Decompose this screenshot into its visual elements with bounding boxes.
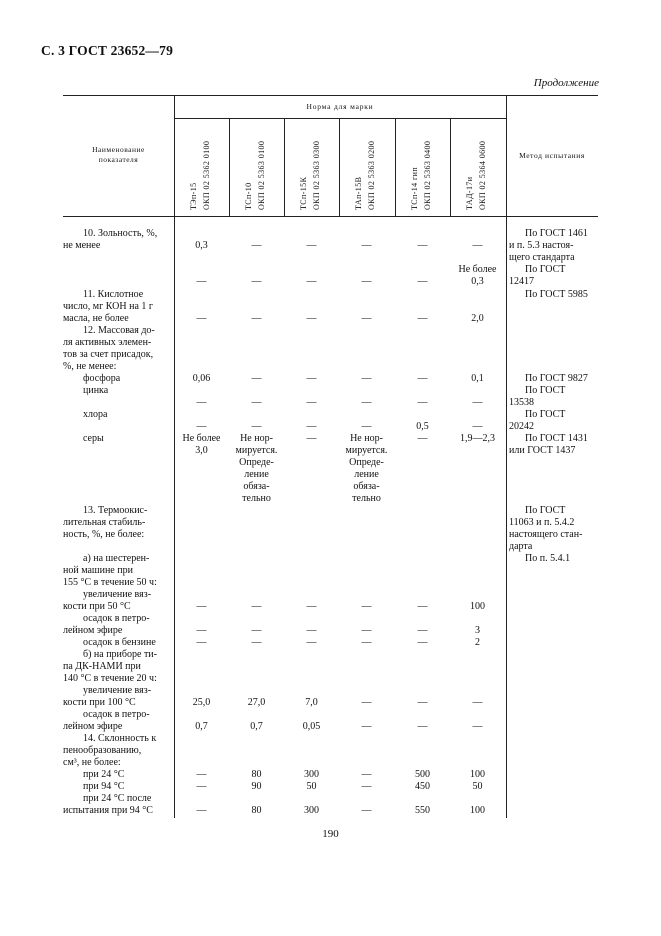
cell-visc100-4: — xyxy=(361,697,372,708)
cell-p-3: — xyxy=(306,373,317,384)
method-cl-method: По ГОСТ 20242 xyxy=(509,409,566,432)
cell-sed-benz-1: — xyxy=(196,637,207,648)
cell-ash-1: 0,3 xyxy=(195,240,208,251)
cell-f94-4: — xyxy=(361,781,372,792)
cell-extra-1: — xyxy=(196,276,207,287)
indicator-column-header: Наименование показателя xyxy=(92,145,145,164)
cell-cl-1: — xyxy=(196,421,207,432)
cell-p-2: — xyxy=(251,373,262,384)
cell-sed-benz-2: — xyxy=(251,637,262,648)
method-thermo-method: По ГОСТ 11063 и п. 5.4.2 настоящего стан- дарта xyxy=(509,505,583,552)
method-gear-method: По п. 5.4.1 xyxy=(525,553,571,564)
grade-name-3: ТСп-15К xyxy=(299,176,308,210)
indicator-sed-benz-label: осадок в бензине xyxy=(83,637,156,648)
method-ash-method: По ГОСТ 1461 и п. 5.3 настоя- щего стандарта xyxy=(509,228,588,263)
cell-zn-4: — xyxy=(361,397,372,408)
cell-zn-6: — xyxy=(472,397,483,408)
cell-sed-benz-6: 2 xyxy=(475,637,480,648)
cell-f24a-3: 300 xyxy=(304,805,319,816)
cell-zn-1: — xyxy=(196,397,207,408)
cell-acid-1: — xyxy=(196,313,207,324)
cell-f24-3: 300 xyxy=(304,769,319,780)
cell-acid-3: — xyxy=(306,313,317,324)
method-s-method: По ГОСТ 1431 или ГОСТ 1437 xyxy=(509,433,588,456)
grade-okp-6: ОКП 02 5364 0600 xyxy=(478,140,487,210)
cell-sed-pe1-2: — xyxy=(251,625,262,636)
cell-s-1: Не более 3,0 xyxy=(182,433,221,456)
col-divider-grade-5 xyxy=(450,118,451,216)
cell-f24-2: 80 xyxy=(251,769,262,780)
cell-visc50-5: — xyxy=(417,601,428,612)
header-bottom-rule xyxy=(63,216,598,217)
method-p-method: По ГОСТ 9827 xyxy=(525,373,588,384)
grade-okp-2: ОКП 02 5363 0100 xyxy=(257,140,266,210)
cell-s-2: Не нор- мируется. Опреде- ление обяза- тельно xyxy=(235,433,278,504)
cell-visc50-1: — xyxy=(196,601,207,612)
cell-cl-4: — xyxy=(361,421,372,432)
cell-visc100-1: 25,0 xyxy=(192,697,211,708)
cell-sed-pe2-4: — xyxy=(361,721,372,732)
indicator-ash-label: 10. Зольность, %, не менее xyxy=(63,228,158,251)
cell-f24-1: — xyxy=(196,769,207,780)
indicator-acid-label: 11. Кислотное число, мг КОН на 1 г масла, не более xyxy=(63,289,153,324)
cell-f24a-2: 80 xyxy=(251,805,262,816)
cell-f24-5: 500 xyxy=(415,769,430,780)
cell-s-4: Не нор- мируется. Опреде- ление обяза- тельно xyxy=(345,433,388,504)
cell-ash-3: — xyxy=(306,240,317,251)
cell-sed-pe1-4: — xyxy=(361,625,372,636)
cell-cl-6: — xyxy=(472,421,483,432)
cell-visc50-4: — xyxy=(361,601,372,612)
cell-sed-pe2-6: — xyxy=(472,721,483,732)
cell-sed-benz-5: — xyxy=(417,637,428,648)
indicator-mass-label: 12. Массовая до- ля активных элемен- тов за счет присадок, %, не менее: xyxy=(63,325,155,372)
cell-f94-2: 90 xyxy=(251,781,262,792)
cell-visc100-3: 7,0 xyxy=(305,697,318,708)
cell-p-1: 0,06 xyxy=(192,373,211,384)
cell-visc50-2: — xyxy=(251,601,262,612)
grade-name-5: ТСп-14 гип xyxy=(410,166,419,210)
cell-sed-pe1-3: — xyxy=(306,625,317,636)
indicator-dk-label: б) на приборе ти- па ДК-НАМИ при 140 °С в течение 20 ч: xyxy=(63,649,157,684)
cell-f94-3: 50 xyxy=(306,781,317,792)
grade-name-2: ТСп-10 xyxy=(244,182,253,210)
cell-f24-6: 100 xyxy=(470,769,485,780)
indicator-sed-pe1-label: осадок в петро- лейном эфире xyxy=(63,613,150,636)
cell-p-4: — xyxy=(361,373,372,384)
indicator-s-label: серы xyxy=(83,433,104,444)
cell-sed-pe1-5: — xyxy=(417,625,428,636)
indicator-zn-label: цинка xyxy=(83,385,109,396)
indicator-p-label: фосфора xyxy=(83,373,121,384)
cell-extra-5: — xyxy=(417,276,428,287)
grade-name-4: ТАп-15В xyxy=(354,176,363,210)
cell-zn-3: — xyxy=(306,397,317,408)
indicator-visc50-label: увеличение вяз- кости при 50 °С xyxy=(63,589,152,612)
cell-extra-4: — xyxy=(361,276,372,287)
indicator-cl-label: хлора xyxy=(83,409,108,420)
cell-acid-5: — xyxy=(417,313,428,324)
cell-f24a-6: 100 xyxy=(470,805,485,816)
cell-visc100-5: — xyxy=(417,697,428,708)
cell-f94-1: — xyxy=(196,781,207,792)
norm-column-header: Норма для марки xyxy=(306,102,374,111)
cell-f94-6: 50 xyxy=(472,781,483,792)
cell-p-6: 0,1 xyxy=(471,373,484,384)
cell-sed-benz-4: — xyxy=(361,637,372,648)
grade-name-1: ТЭп-15 xyxy=(189,182,198,210)
grade-okp-3: ОКП 02 5363 0300 xyxy=(312,140,321,210)
cell-ash-5: — xyxy=(417,240,428,251)
continuation-label: Продолжение xyxy=(533,77,599,89)
cell-ash-4: — xyxy=(361,240,372,251)
method-column-header: Метод испытания xyxy=(519,151,585,160)
indicator-sed-pe2-label: осадок в петро- лейном эфире xyxy=(63,709,150,732)
cell-cl-2: — xyxy=(251,421,262,432)
cell-f24a-4: — xyxy=(361,805,372,816)
page-header: С. 3 ГОСТ 23652—79 xyxy=(41,43,174,58)
indicator-visc100-label: увеличение вяз- кости при 100 °С xyxy=(63,685,152,708)
col-divider-grade-2 xyxy=(284,118,285,216)
cell-visc100-6: — xyxy=(472,697,483,708)
cell-s-3: — xyxy=(306,433,317,444)
indicator-f94-label: при 94 °С xyxy=(83,781,125,792)
cell-acid-4: — xyxy=(361,313,372,324)
indicator-f24a-label: при 24 °С после испытания при 94 °С xyxy=(63,793,153,816)
cell-sed-pe1-6: 3 xyxy=(475,625,480,636)
cell-sed-pe2-1: 0,7 xyxy=(195,721,208,732)
indicator-f24-label: при 24 °С xyxy=(83,769,125,780)
method-acid-method: По ГОСТ 5985 xyxy=(525,289,588,300)
cell-extra-3: — xyxy=(306,276,317,287)
indicator-foam-label: 14. Склонность к пенообразованию, см³, не более: xyxy=(63,733,157,768)
grade-okp-5: ОКП 02 5363 0400 xyxy=(423,140,432,210)
cell-f24-4: — xyxy=(361,769,372,780)
method-extra-method: По ГОСТ 12417 xyxy=(509,264,566,287)
cell-extra-6: Не более 0,3 xyxy=(458,264,497,287)
cell-s-5: — xyxy=(417,433,428,444)
table-top-rule xyxy=(63,95,598,96)
cell-s-6: 1,9—2,3 xyxy=(460,433,495,444)
cell-cl-5: 0,5 xyxy=(416,421,429,432)
cell-visc50-6: 100 xyxy=(470,601,485,612)
col-divider-grade-1 xyxy=(229,118,230,216)
cell-sed-pe2-2: 0,7 xyxy=(250,721,263,732)
cell-ash-2: — xyxy=(251,240,262,251)
col-divider-method xyxy=(506,95,507,818)
indicator-gear-label: а) на шестерен- ной машине при 155 °С в течение 50 ч: xyxy=(63,553,157,588)
cell-acid-6: 2,0 xyxy=(471,313,484,324)
grade-okp-4: ОКП 02 5363 0200 xyxy=(367,140,376,210)
cell-extra-2: — xyxy=(251,276,262,287)
page-number: 190 xyxy=(322,828,339,840)
cell-zn-5: — xyxy=(417,397,428,408)
cell-p-5: — xyxy=(417,373,428,384)
cell-acid-2: — xyxy=(251,313,262,324)
cell-cl-3: — xyxy=(306,421,317,432)
indicator-thermo-label: 13. Термоокис- лительная стабиль- ность, %, не более: xyxy=(63,505,148,540)
grade-name-6: ТАД-17и xyxy=(465,176,474,210)
cell-visc100-2: 27,0 xyxy=(247,697,266,708)
cell-f94-5: 450 xyxy=(415,781,430,792)
grade-okp-1: ОКП 02 5362 0100 xyxy=(202,140,211,210)
cell-ash-6: — xyxy=(472,240,483,251)
cell-sed-pe2-3: 0,05 xyxy=(302,721,321,732)
col-divider-grade-4 xyxy=(395,118,396,216)
cell-f24a-5: 550 xyxy=(415,805,430,816)
cell-sed-pe1-1: — xyxy=(196,625,207,636)
cell-zn-2: — xyxy=(251,397,262,408)
cell-sed-pe2-5: — xyxy=(417,721,428,732)
cell-sed-benz-3: — xyxy=(306,637,317,648)
norm-header-rule xyxy=(174,118,506,119)
method-zn-method: По ГОСТ 13538 xyxy=(509,385,566,408)
col-divider-grade-3 xyxy=(339,118,340,216)
cell-visc50-3: — xyxy=(306,601,317,612)
cell-f24a-1: — xyxy=(196,805,207,816)
